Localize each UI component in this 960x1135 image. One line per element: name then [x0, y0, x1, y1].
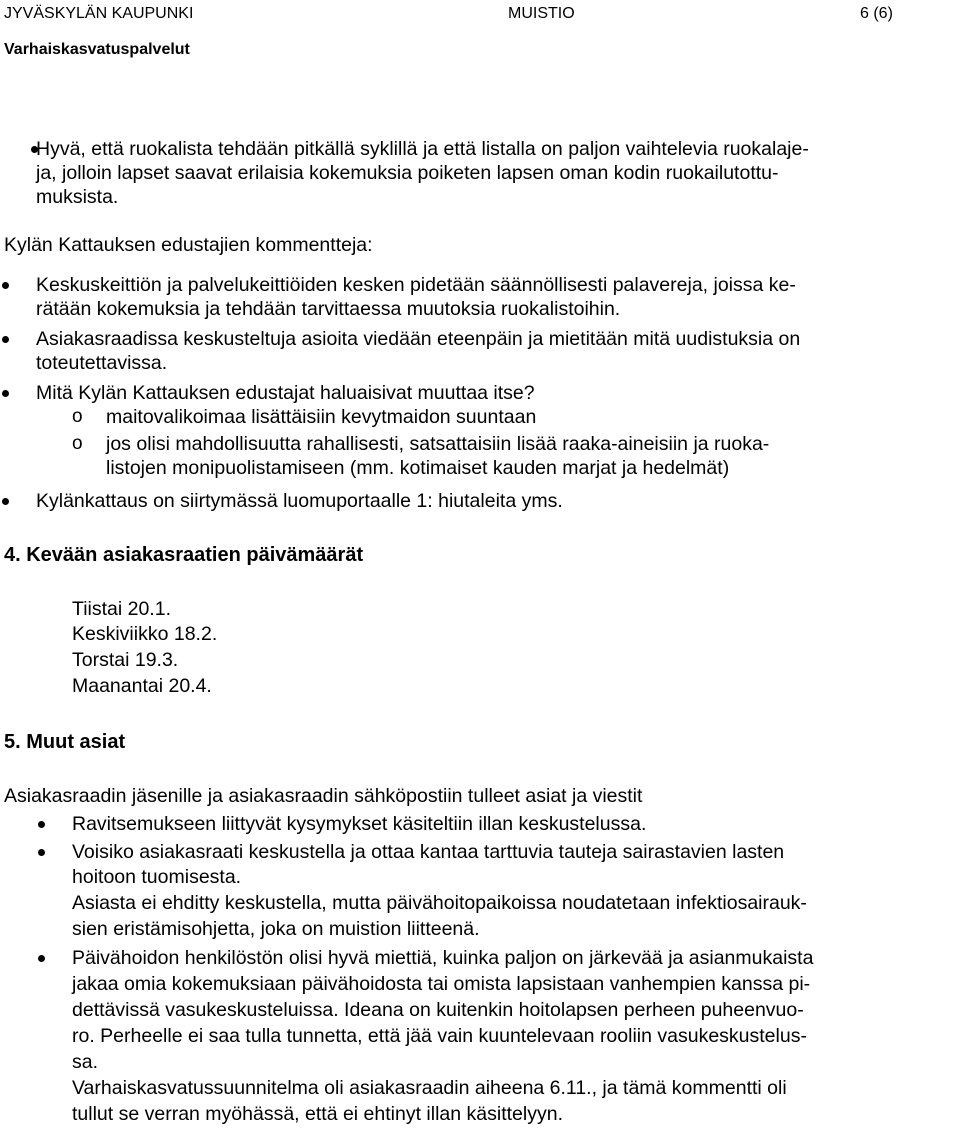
sub-bullet-marker: o [72, 406, 83, 427]
section-5-intro: Asiakasraadin jäsenille ja asiakasraadin sähköpostiin tulleet asiat ja viestit [4, 785, 643, 807]
date-item: Torstai 19.3. [72, 649, 179, 671]
paragraph-line: muksista. [36, 186, 119, 208]
paragraph-line: Kylänkattaus on siirtymässä luomuportaalle 1: hiutaleita yms. [36, 490, 563, 512]
header-department: Varhaiskasvatuspalvelut [4, 41, 190, 58]
paragraph-line: jakaa omia kokemuksiaan päivähoidosta tai omista lapsistaan vanhempien kanssa pi- [72, 973, 811, 995]
paragraph-line: jos olisi mahdollisuutta rahallisesti, satsattaisiin lisää raaka-aineisiin ja ruoka- [106, 433, 770, 455]
date-item: Tiistai 20.1. [72, 598, 171, 620]
paragraph-line: Keskuskeittiön ja palvelukeittiöiden kesken pidetään säännöllisesti palavereja, joissa ke- [36, 274, 796, 296]
paragraph-line: Asiasta ei ehditty keskustella, mutta päivähoitopaikoissa noudatetaan infektiosairauk- [72, 892, 807, 914]
bullet-dot [38, 955, 45, 962]
paragraph-line: Voisiko asiakasraati keskustella ja ottaa kantaa tarttuvia tauteja sairastavien lasten [72, 841, 785, 863]
paragraph-line: sa. [72, 1051, 99, 1073]
comments-heading: Kylän Kattauksen edustajien kommentteja: [4, 234, 373, 256]
section-5-heading: 5. Muut asiat [4, 731, 126, 753]
paragraph-line: dettävissä vasukeskusteluissa. Ideana on kuitenkin hoitolapsen perheen puheenvuo- [72, 999, 804, 1021]
paragraph-line: tullut se verran myöhässä, että ei ehtinyt illan käsittelyyn. [72, 1103, 563, 1125]
paragraph-line: Ravitsemukseen liittyvät kysymykset käsiteltiin illan keskustelussa. [72, 813, 647, 835]
sub-bullet-marker: o [72, 433, 83, 454]
bullet-dot [38, 821, 45, 828]
header-page: 6 (6) [860, 5, 893, 22]
paragraph-line: sien eristämisohjetta, joka on muistion liitteenä. [72, 918, 480, 940]
paragraph-line: listojen monipuolistamiseen (mm. kotimaiset kauden marjat ja hedelmät) [106, 457, 730, 479]
paragraph-line: Hyvä, että ruokalista tehdään pitkällä syklillä ja että listalla on paljon vaihtelevia ruokalaje- [36, 138, 809, 160]
date-item: Maanantai 20.4. [72, 675, 212, 697]
header-org: JYVÄSKYLÄN KAUPUNKI [4, 5, 194, 22]
bullet-dot [2, 336, 9, 343]
paragraph-line: Varhaiskasvatussuunnitelma oli asiakasraadin aiheena 6.11., ja tämä kommentti oli [72, 1077, 787, 1099]
bullet-dot [2, 282, 9, 289]
paragraph-line: ro. Perheelle ei saa tulla tunnetta, että jää vain kuuntelevaan rooliin vasukeskustelus- [72, 1025, 807, 1047]
paragraph-line: hoitoon tuomisesta. [72, 866, 242, 888]
section-4-heading: 4. Kevään asiakasraatien päivämäärät [4, 544, 364, 566]
paragraph-line: rätään kokemuksia ja tehdään tarvittaessa muutoksia ruokalistoihin. [36, 298, 621, 320]
header-doc-type: MUISTIO [508, 5, 575, 22]
bullet-dot [2, 498, 9, 505]
paragraph-line: toteutettavissa. [36, 352, 168, 374]
bullet-dot [2, 390, 9, 397]
paragraph-line: Päivähoidon henkilöstön olisi hyvä miettiä, kuinka paljon on järkevää ja asianmukaista [72, 947, 814, 969]
paragraph-line: ja, jolloin lapset saavat erilaisia kokemuksia poiketen lapsen oman kodin ruokailutottu- [36, 162, 779, 184]
paragraph-line: maitovalikoimaa lisättäisiin kevytmaidon suuntaan [106, 406, 537, 428]
paragraph-line: Mitä Kylän Kattauksen edustajat haluaisivat muuttaa itse? [36, 382, 535, 404]
bullet-dot [38, 849, 45, 856]
paragraph-line: Asiakasraadissa keskusteltuja asioita viedään eteenpäin ja mietitään mitä uudistuksia on [36, 328, 801, 350]
date-item: Keskiviikko 18.2. [72, 623, 218, 645]
